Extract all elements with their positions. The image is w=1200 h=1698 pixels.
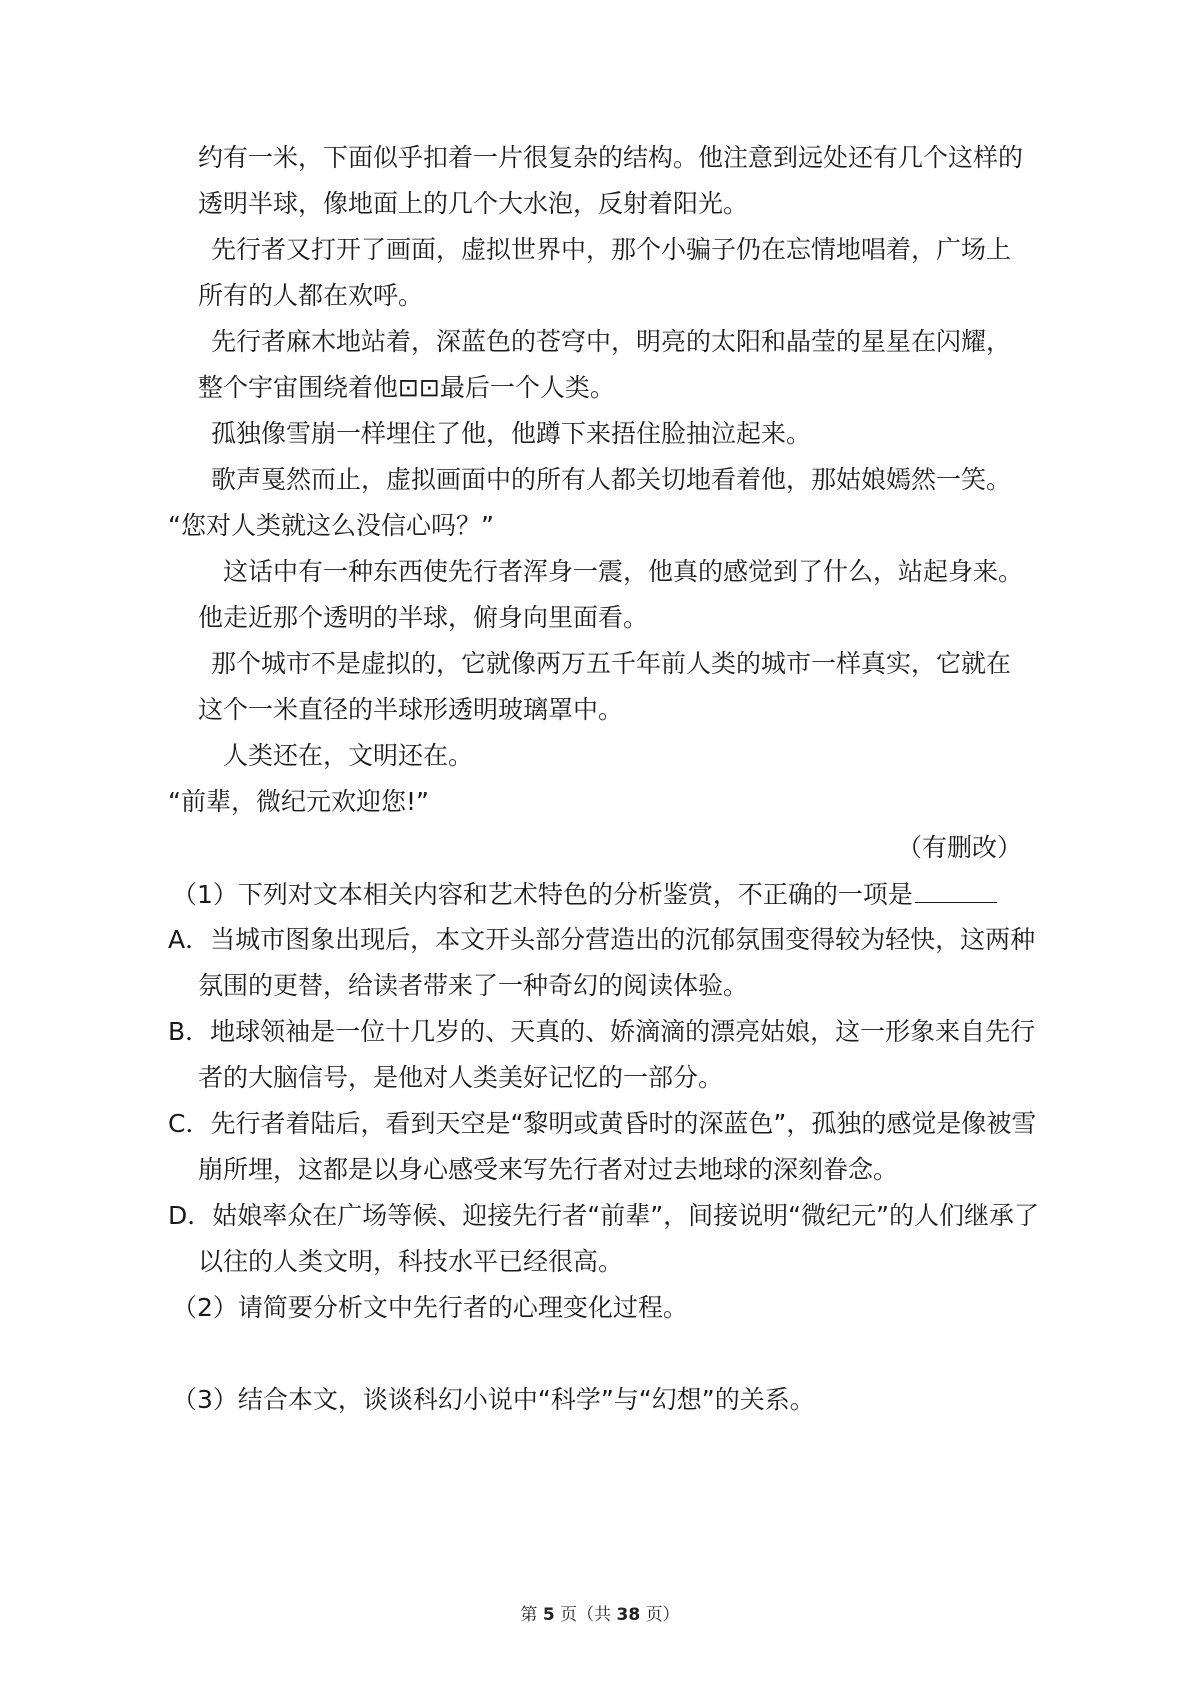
option-a-line-2: 氛围的更替，给读者带来了一种奇幻的阅读体验。 xyxy=(198,971,749,1000)
option-b-line-1: B．地球领袖是一位十几岁的、天真的、娇滴滴的漂亮姑娘，这一形象来自先行 xyxy=(168,1017,1036,1046)
question-3: （3）结合本文，谈谈科幻小说中“科学”与“幻想”的关系。 xyxy=(172,1385,815,1414)
question-1 xyxy=(172,878,997,911)
passage-line: 那个城市不是虚拟的，它就像两万五千年前人类的城市一样真实，它就在 xyxy=(211,649,1012,678)
source-note: （有删改） xyxy=(896,833,1022,862)
option-a-line-1: A．当城市图象出现后，本文开头部分营造出的沉郁氛围变得较为轻快，这两种 xyxy=(168,925,1036,954)
passage-line: “您对人类就这么没信心吗？” xyxy=(168,511,494,540)
passage-line: 他走近那个透明的半球，俯身向里面看。 xyxy=(198,603,649,632)
passage-line: “前辈，微纪元欢迎您!” xyxy=(168,787,429,816)
page-number: 5 xyxy=(542,1605,555,1625)
passage-line: 先行者麻木地站着，深蓝色的苍穹中，明亮的太阳和晶莹的星星在闪耀， xyxy=(211,327,1012,356)
total-pages: 38 xyxy=(616,1605,641,1625)
passage-line: 人类还在，文明还在。 xyxy=(223,741,474,770)
passage-line: 歌声戛然而止，虚拟画面中的所有人都关切地看着他，那姑娘嫣然一笑。 xyxy=(211,465,1012,494)
passage-line: 所有的人都在欢呼。 xyxy=(198,281,424,310)
option-b-line-2: 者的大脑信号，是他对人类美好记忆的一部分。 xyxy=(198,1063,724,1092)
question-1-text: （1）下列对文本相关内容和艺术特色的分析鉴赏，不正确的一项是 xyxy=(172,880,913,909)
option-d-line-1: D．姑娘率众在广场等候、迎接先行者“前辈”，间接说明“微纪元”的人们继承了 xyxy=(168,1201,1040,1230)
passage-line: 这话中有一种东西使先行者浑身一震，他真的感觉到了什么，站起身来。 xyxy=(223,557,1024,586)
passage-line: 约有一米，下面似乎扣着一片很复杂的结构。他注意到远处还有几个这样的 xyxy=(198,143,1024,172)
option-c-line-2: 崩所埋，这都是以身心感受来写先行者对过去地球的深刻眷念。 xyxy=(198,1155,899,1184)
question-2: （2）请简要分析文中先行者的心理变化过程。 xyxy=(172,1293,688,1322)
passage-line: 先行者又打开了画面，虚拟世界中，那个小骗子仍在忘情地唱着，广场上 xyxy=(211,235,1012,264)
footer-middle: 页（共 xyxy=(560,1605,612,1625)
page-footer xyxy=(0,1600,1200,1625)
passage-line: 孤独像雪崩一样埋住了他，他蹲下来捂住脸抽泣起来。 xyxy=(211,419,812,448)
passage-line: 透明半球，像地面上的几个大水泡，反射着阳光。 xyxy=(198,189,749,218)
option-d-line-2: 以往的人类文明，科技水平已经很高。 xyxy=(198,1247,624,1276)
option-c-line-1: C．先行者着陆后，看到天空是“黎明或黄昏时的深蓝色”，孤独的感觉是像被雪 xyxy=(168,1109,1037,1138)
passage-line: 整个宇宙围绕着他⊡⊡最后一个人类。 xyxy=(198,373,615,402)
answer-blank[interactable] xyxy=(915,878,997,903)
footer-prefix: 第 xyxy=(520,1605,538,1625)
footer-suffix: 页） xyxy=(645,1605,680,1625)
passage-line: 这个一米直径的半球形透明玻璃罩中。 xyxy=(198,695,624,724)
